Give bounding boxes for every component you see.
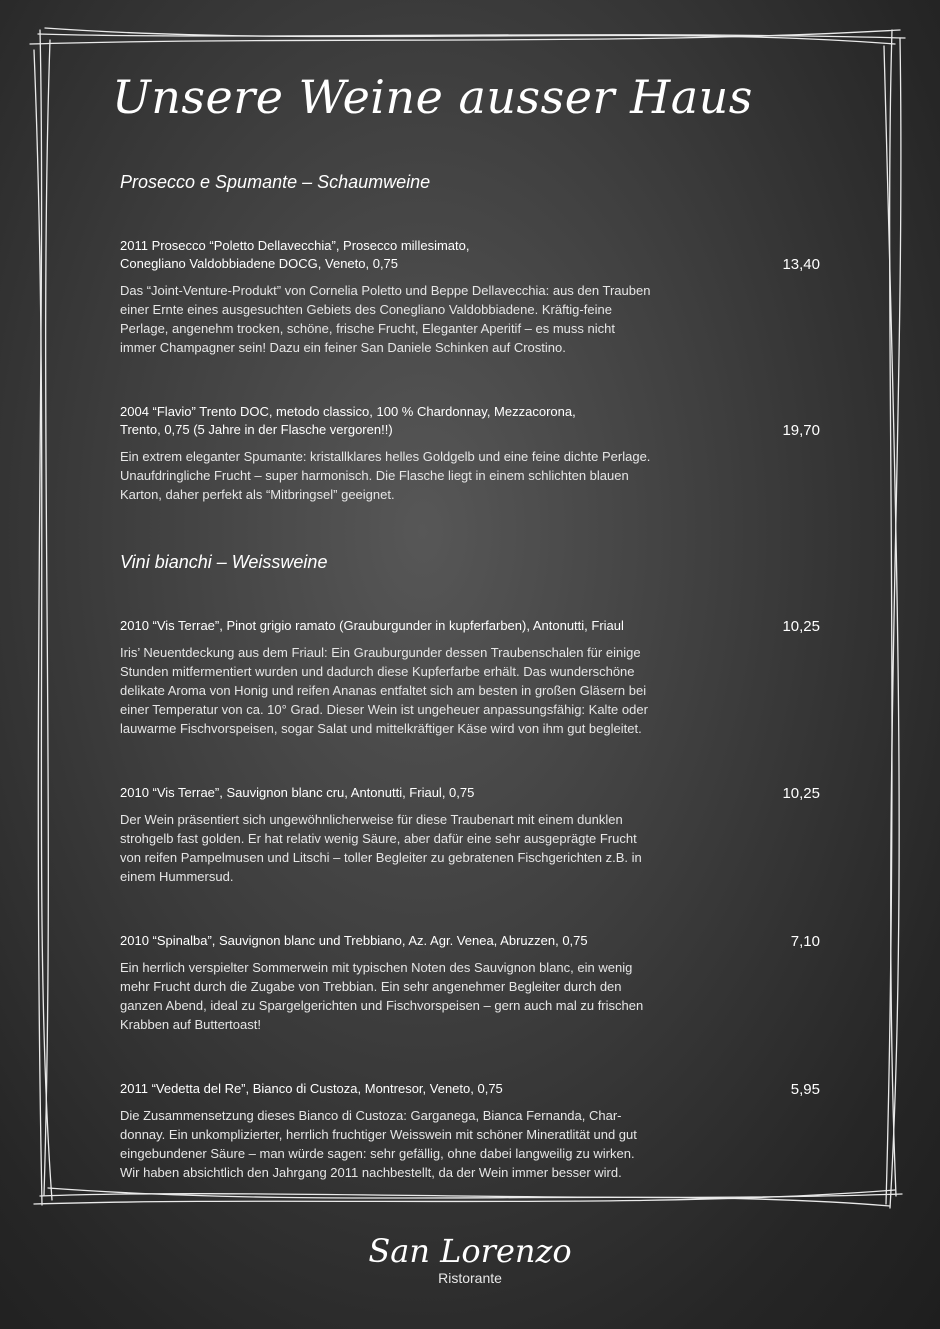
section-sparkling bbox=[120, 172, 820, 504]
desc-line: ganzen Abend, ideal zu Spargelgerichten und Fischvorspeisen – gern auch mal zu frischen bbox=[120, 998, 644, 1013]
desc-line: Perlage, angenehm trocken, schöne, frische Frucht, Eleganter Aperitif – es muss nicht bbox=[120, 321, 615, 336]
wine-item bbox=[120, 932, 820, 1034]
wine-name bbox=[120, 932, 750, 950]
desc-line: Iris’ Neuentdeckung aus dem Friaul: Ein Grauburgunder dessen Traubenschalen für einige bbox=[120, 645, 641, 660]
wine-name-line: 2010 “Spinalba”, Sauvignon blanc und Trebbiano, Az. Agr. Venea, Abruzzen, 0,75 bbox=[120, 933, 588, 948]
wine-item bbox=[120, 784, 820, 886]
desc-line: strohgelb fast golden. Er hat relativ wenig Säure, aber dafür eine sehr ausgeprägte Frucht bbox=[120, 831, 637, 846]
desc-line: Wir haben absichtlich den Jahrgang 2011 nachbestellt, da der Wein immer besser wird. bbox=[120, 1165, 622, 1180]
desc-line: Karton, daher perfekt als “Mitbringsel” geeignet. bbox=[120, 487, 395, 502]
desc-line: immer Champagner sein! Dazu ein feiner San Daniele Schinken auf Crostino. bbox=[120, 340, 566, 355]
desc-line: Die Zusammensetzung dieses Bianco di Custoza: Garganega, Bianca Fernanda, Char- bbox=[120, 1108, 622, 1123]
wine-item bbox=[120, 617, 820, 738]
desc-line: Unaufdringliche Frucht – super harmonisch. Die Flasche liegt in einem schlichten blauen bbox=[120, 468, 629, 483]
wine-item bbox=[120, 237, 820, 357]
wine-name bbox=[120, 617, 750, 635]
wine-description bbox=[120, 1106, 760, 1182]
wine-description bbox=[120, 447, 760, 504]
logo-name: San Lorenzo bbox=[368, 1232, 572, 1270]
wine-description bbox=[120, 810, 760, 886]
wine-item bbox=[120, 403, 820, 504]
wine-description bbox=[120, 643, 760, 738]
wine-name-line: 2011 “Vedetta del Re”, Bianco di Custoza, Montresor, Veneto, 0,75 bbox=[120, 1081, 503, 1096]
wine-name-line: 2010 “Vis Terrae”, Sauvignon blanc cru, Antonutti, Friaul, 0,75 bbox=[120, 785, 475, 800]
wine-name-line: 2010 “Vis Terrae”, Pinot grigio ramato (Grauburgunder in kupferfarben), Antonutti, Friaul bbox=[120, 618, 624, 633]
desc-line: von reifen Pampelmusen und Litschi – toller Begleiter zu gebratenen Fischgerichten z.B. in bbox=[120, 850, 642, 865]
section-title: Prosecco e Spumante – Schaumweine bbox=[120, 172, 431, 192]
restaurant-logo bbox=[0, 1232, 940, 1286]
wine-price: 10,25 bbox=[782, 618, 820, 635]
wine-name bbox=[120, 403, 750, 439]
logo-subtitle: Ristorante bbox=[438, 1270, 502, 1286]
desc-line: einer Ernte eines ausgesuchten Gebiets des Conegliano Valdobbiadene. Kräftig-feine bbox=[120, 302, 612, 317]
desc-line: Krabben auf Buttertoast! bbox=[120, 1017, 261, 1032]
desc-line: einer Temperatur von ca. 10° Grad. Dieser Wein ist ungeheuer anpassungsfähig: Kalte oder bbox=[120, 702, 648, 717]
wine-list bbox=[120, 172, 820, 1228]
section-white-wines bbox=[120, 552, 820, 1182]
wine-name-line: 2004 “Flavio” Trento DOC, metodo classico, 100 % Chardonnay, Mezzacorona, bbox=[120, 404, 576, 419]
desc-line: mehr Frucht durch die Zugabe von Trebbian. Ein sehr angenehmer Begleiter durch den bbox=[120, 979, 622, 994]
wine-description bbox=[120, 281, 760, 357]
desc-line: Stunden mitfermentiert wurden und dadurch diese Kupferfarbe erhält. Das wunderschöne bbox=[120, 664, 635, 679]
wine-name-line: 2011 Prosecco “Poletto Dellavecchia”, Prosecco millesimato, bbox=[120, 238, 470, 253]
wine-price: 5,95 bbox=[790, 1081, 820, 1098]
wine-name bbox=[120, 1080, 750, 1098]
wine-name bbox=[120, 237, 750, 273]
wine-description bbox=[120, 958, 760, 1034]
wine-name-line: Trento, 0,75 (5 Jahre in der Flasche vergoren!!) bbox=[120, 422, 393, 437]
desc-line: lauwarme Fischvorspeisen, sogar Salat und mittelkräftiger Käse wird von ihm gut begleitet. bbox=[120, 721, 642, 736]
wine-item bbox=[120, 1080, 820, 1182]
wine-price: 10,25 bbox=[782, 785, 820, 802]
desc-line: Der Wein präsentiert sich ungewöhnlicherweise für diese Traubenart mit einem dunklen bbox=[120, 812, 623, 827]
desc-line: einem Hummersud. bbox=[120, 869, 234, 884]
wine-price: 19,70 bbox=[782, 422, 820, 439]
wine-name bbox=[120, 784, 750, 802]
wine-price: 7,10 bbox=[790, 933, 820, 950]
desc-line: donnay. Ein unkomplizierter, herrlich fruchtiger Weisswein mit schöner Mineratlität und gut bbox=[120, 1127, 637, 1142]
desc-line: Ein extrem eleganter Spumante: kristallklares helles Goldgelb und eine feine dichte Perlage. bbox=[120, 449, 651, 464]
wine-price: 13,40 bbox=[782, 256, 820, 273]
section-title: Vini bianchi – Weissweine bbox=[120, 552, 328, 572]
page-title: Unsere Weine ausser Haus bbox=[112, 70, 753, 124]
desc-line: Ein herrlich verspielter Sommerwein mit typischen Noten des Sauvignon blanc, ein wenig bbox=[120, 960, 633, 975]
wine-name-line: Conegliano Valdobbiadene DOCG, Veneto, 0,75 bbox=[120, 256, 399, 271]
desc-line: delikate Aroma von Honig und reifen Ananas entfaltet sich am besten in großen Gläsern bei bbox=[120, 683, 647, 698]
desc-line: eingebundener Säure – man würde sagen: sehr gefällig, ohne dabei langweilig zu wirken. bbox=[120, 1146, 635, 1161]
desc-line: Das “Joint-Venture-Produkt” von Cornelia Poletto und Beppe Dellavecchia: aus den Trauben bbox=[120, 283, 651, 298]
